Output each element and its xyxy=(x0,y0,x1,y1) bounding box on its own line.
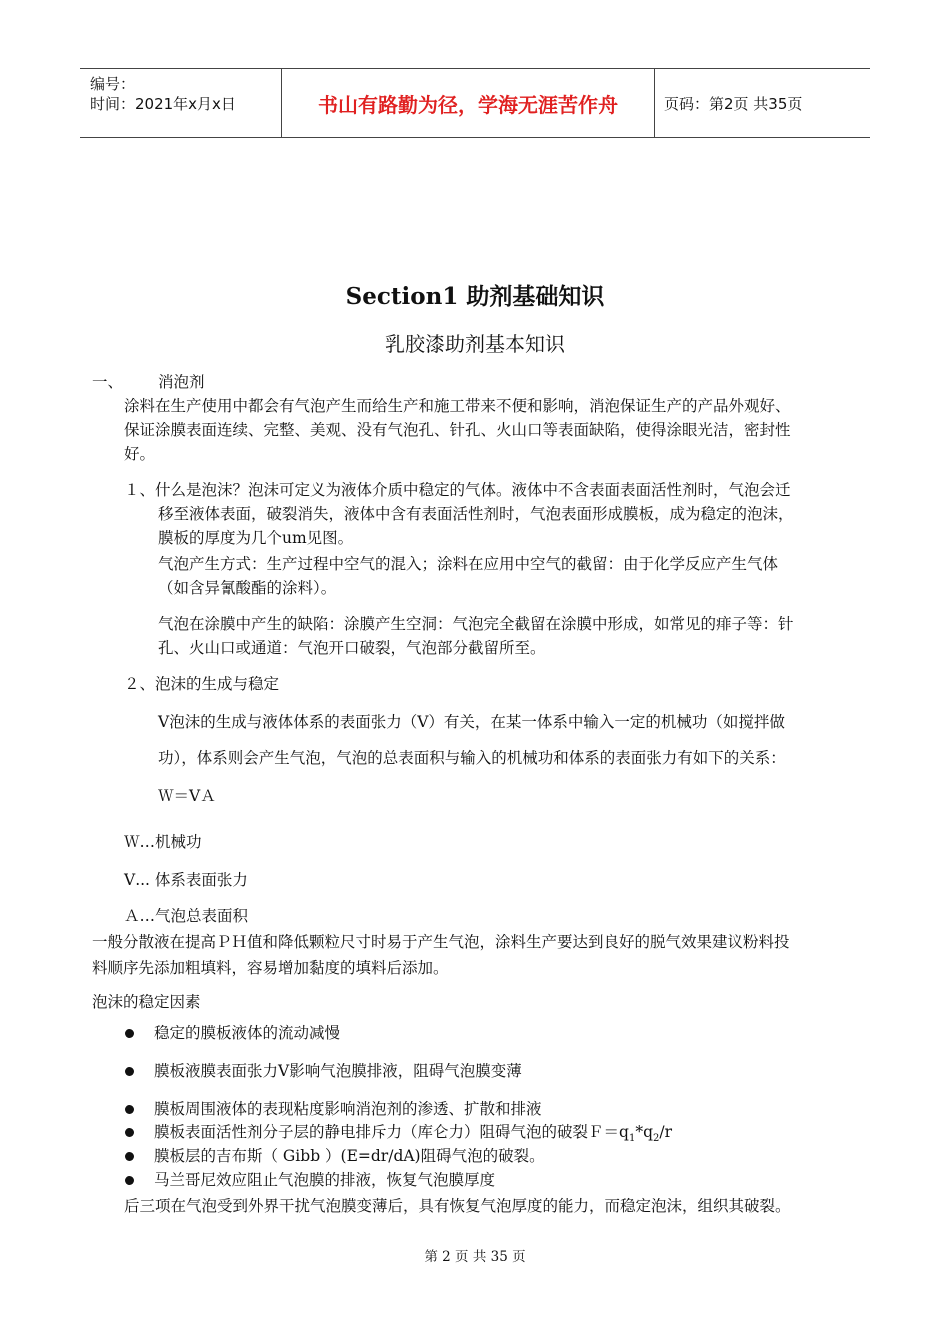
definition: Ⅴ... 体系表面张力 xyxy=(124,871,248,889)
item1-line: 气泡在涂膜中产生的缺陷：涂膜产生空洞：气泡完全截留在涂膜中形成，如常见的痱子等：针 xyxy=(158,615,794,633)
intro-line: 涂料在生产使用中都会有气泡产生而给生产和施工带来不便和影响，消泡保证生产的产品外观好、 xyxy=(124,397,791,415)
page-footer: 第 2 页 共 35 页 xyxy=(424,1249,526,1265)
serial-label: 编号： xyxy=(90,75,136,93)
date-label: 时间：2021年x月x日 xyxy=(90,95,236,113)
intro-line: 好。 xyxy=(124,445,156,463)
intro-line: 保证涂膜表面连续、完整、美观、没有气泡孔、针孔、火山口等表面缺陷，使得涂眼光洁，密封性 xyxy=(124,421,791,439)
page-title: Section1 助剂基础知识 xyxy=(345,283,605,310)
coulomb-sub2: 2 xyxy=(653,1133,660,1145)
coulomb-text: 膜板表面活性剂分子层的静电排斥力（库仑力）阻碍气泡的破裂Ｆ＝q xyxy=(154,1123,629,1141)
item1-line: （如含异氰酸酯的涂料）。 xyxy=(158,579,337,597)
stability-item: 膜板液膜表面张力Ⅴ影响气泡膜排液，阻碍气泡膜变薄 xyxy=(154,1062,522,1080)
bullet-dot xyxy=(125,1176,134,1185)
page-subtitle: 乳胶漆助剂基本知识 xyxy=(385,332,565,356)
stability-item: 膜板周围液体的表现粘度影响消泡剂的渗透、扩散和排液 xyxy=(154,1100,542,1118)
section-number: 一、 xyxy=(92,373,124,391)
coulomb-mid: *q xyxy=(635,1123,653,1141)
bullet-dot xyxy=(125,1105,134,1114)
formula-tail: Ａ xyxy=(200,787,216,805)
formula xyxy=(158,784,216,808)
bullet-dot xyxy=(125,1128,134,1137)
coulomb-tail: /r xyxy=(659,1123,673,1141)
item2-line: Ⅴ泡沫的生成与液体体系的表面张力（Ⅴ）有关，在某一体系中输入一定的机械功（如搅拌做 xyxy=(158,713,785,731)
definition: Ａ…气泡总表面积 xyxy=(124,907,249,925)
bullet-dot xyxy=(125,1067,134,1076)
section-heading: 消泡剂 xyxy=(158,373,205,391)
page-header xyxy=(80,68,870,138)
header-motto: 书山有路勤为径，学海无涯苦作舟 xyxy=(281,69,655,137)
header-left-cell xyxy=(80,69,280,137)
item2-heading: ２、泡沫的生成与稳定 xyxy=(124,675,280,693)
stability-heading: 泡沫的稳定因素 xyxy=(92,993,201,1011)
item1-line: 移至液体表面，破裂消失，液体中含有表面活性剂时，气泡表面形成膜板，成为稳定的泡沫， xyxy=(158,505,794,523)
item1-line: 气泡产生方式：生产过程中空气的混入；涂料在应用中空气的截留：由于化学反应产生气体 xyxy=(158,555,779,573)
item1-line: １、什么是泡沫？泡沫可定义为液体介质中稳定的气体。液体中不含表面表面活性剂时，气泡会迁 xyxy=(124,481,791,499)
bullet-dot xyxy=(125,1029,134,1038)
stability-item: 马兰哥尼效应阻止气泡膜的排液，恢复气泡膜厚度 xyxy=(154,1171,496,1189)
paragraph-line: 一般分散液在提高ＰＨ值和降低颗粒尺寸时易于产生气泡，涂料生产要达到良好的脱气效果建议粉料投 xyxy=(92,933,790,951)
coulomb-sub1: 1 xyxy=(628,1133,636,1145)
stability-item: 稳定的膜板液体的流动减慢 xyxy=(154,1024,341,1042)
item1-line: 孔、火山口或通道：气泡开口破裂，气泡部分截留所至。 xyxy=(158,639,546,657)
item1-line: 膜板的厚度为几个um见图。 xyxy=(158,529,354,547)
bullet-dot xyxy=(125,1152,134,1161)
header-page-info: 页码：第2页 共35页 xyxy=(664,94,803,113)
item2-line: 功），体系则会产生气泡，气泡的总表面积与输入的机械功和体系的表面张力有如下的关系： xyxy=(158,749,786,767)
paragraph-line: 料顺序先添加粗填料，容易增加黏度的填料后添加。 xyxy=(92,959,449,977)
conclusion: 后三项在气泡受到外界干扰气泡膜变薄后，具有恢复气泡厚度的能力，而稳定泡沫，组织其破裂。 xyxy=(124,1197,791,1215)
formula-main: Ｗ＝Ⅴ xyxy=(158,787,201,805)
definition: Ｗ…机械功 xyxy=(124,833,202,851)
stability-item: 膜板层的吉布斯（ Gibb ）(E=dr/dA)阻碍气泡的破裂。 xyxy=(154,1147,545,1165)
